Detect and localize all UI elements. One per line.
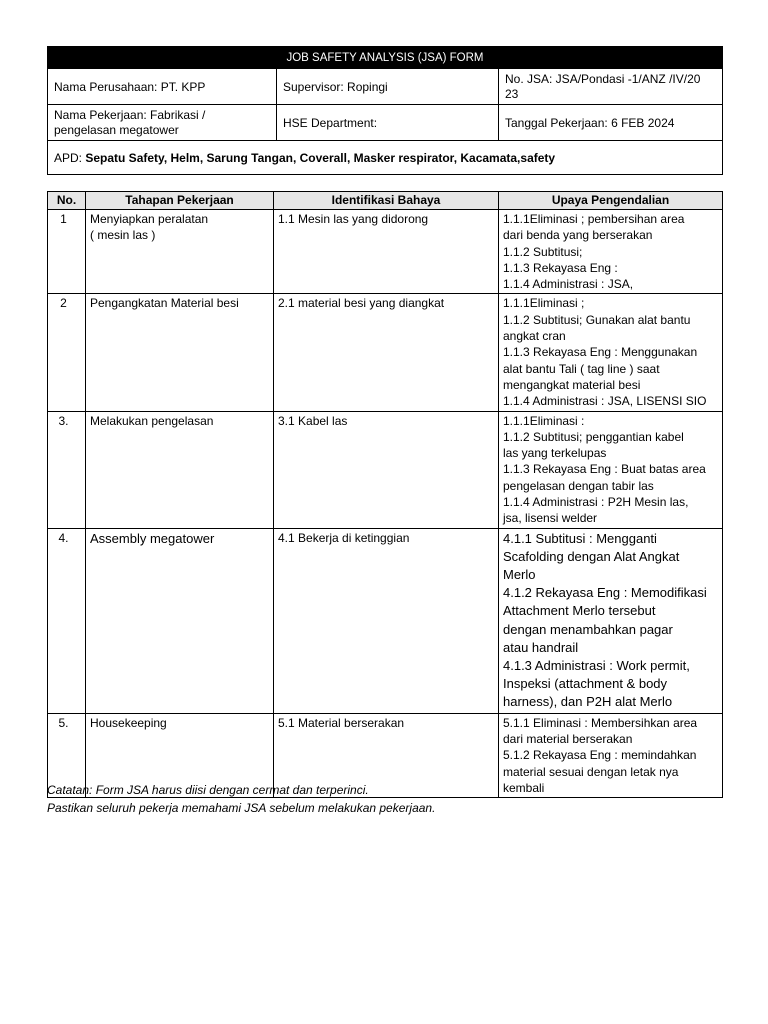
control-line: 5.1.1 Eliminasi : Membersihkan area	[503, 715, 698, 730]
control-line: Merlo	[503, 567, 536, 583]
jsa-number-line1: No. JSA: JSA/Pondasi -1/ANZ /IV/20	[505, 72, 701, 86]
job-name-field	[48, 105, 277, 141]
row-step	[86, 210, 274, 294]
header-no: No.	[48, 192, 86, 210]
jsa-number-field	[499, 69, 723, 105]
table-row	[48, 528, 723, 713]
step-line: ( mesin las )	[90, 228, 156, 243]
apd-value: Sepatu Safety, Helm, Sarung Tangan, Coverall, Masker respirator, Kacamata,safety	[85, 150, 556, 165]
table-row	[48, 411, 723, 528]
control-line: Scafolding dengan Alat Angkat	[503, 548, 680, 564]
apd-field	[48, 141, 723, 175]
control-line: alat bantu Tali ( tag line ) saat	[503, 361, 660, 376]
control-line: mengangkat material besi	[503, 377, 641, 392]
row-hazard: 1.1 Mesin las yang didorong	[274, 210, 499, 294]
row-control	[499, 528, 723, 713]
control-line: 1.1.3 Rekayasa Eng : Menggunakan	[503, 345, 698, 360]
control-line: 4.1.1 Subtitusi : Mengganti	[503, 530, 657, 546]
row-control	[499, 294, 723, 411]
form-header-table	[47, 46, 723, 175]
hse-department-field: HSE Department:	[277, 105, 499, 141]
supervisor-field: Supervisor: Ropingi	[277, 69, 499, 105]
job-name-line2: pengelasan megatower	[54, 123, 179, 137]
apd-label: APD:	[54, 150, 86, 165]
job-date-field: Tanggal Pekerjaan: 6 FEB 2024	[499, 105, 723, 141]
jsa-number-line2: 23	[505, 87, 519, 101]
form-title: JOB SAFETY ANALYSIS (JSA) FORM	[48, 47, 723, 69]
row-hazard: 5.1 Material berserakan	[274, 713, 499, 797]
note-line-2: Pastikan seluruh pekerja memahami JSA sebelum melakukan pekerjaan.	[47, 801, 436, 815]
control-line: las yang terkelupas	[503, 446, 607, 461]
control-line: 1.1.4 Administrasi : JSA,	[503, 277, 634, 292]
company-field: Nama Perusahaan: PT. KPP	[48, 69, 277, 105]
row-hazard: 2.1 material besi yang diangkat	[274, 294, 499, 411]
table-row	[48, 294, 723, 411]
row-number: 4.	[48, 528, 86, 713]
row-control	[499, 411, 723, 528]
row-number: 2	[48, 294, 86, 411]
row-number: 5.	[48, 713, 86, 797]
step-line: Menyiapkan peralatan	[90, 212, 209, 226]
control-line: jsa, lisensi welder	[503, 511, 598, 526]
row-step	[86, 411, 274, 528]
step-line: Assembly megatower	[90, 530, 215, 546]
row-number: 1	[48, 210, 86, 294]
step-line: Housekeeping	[90, 715, 167, 730]
control-line: dari material berserakan	[503, 731, 633, 746]
control-line: 1.1.2 Subtitusi;	[503, 244, 583, 259]
control-line: 1.1.1Eliminasi :	[503, 413, 585, 428]
control-line: 5.1.2 Rekayasa Eng : memindahkan	[503, 748, 697, 763]
control-line: 1.1.4 Administrasi : P2H Mesin las,	[503, 495, 689, 510]
control-line: 4.1.3 Administrasi : Work permit,	[503, 658, 690, 674]
control-line: 4.1.2 Rekayasa Eng : Memodifikasi	[503, 585, 707, 601]
control-line: Inspeksi (attachment & body	[503, 676, 668, 692]
control-line: 1.1.4 Administrasi : JSA, LISENSI SIO	[503, 394, 707, 409]
control-line: angkat cran	[503, 329, 566, 344]
row-step	[86, 528, 274, 713]
row-hazard: 3.1 Kabel las	[274, 411, 499, 528]
control-line: 1.1.3 Rekayasa Eng :	[503, 260, 618, 275]
table-row	[48, 210, 723, 294]
row-control	[499, 210, 723, 294]
control-line: pengelasan dengan tabir las	[503, 478, 654, 493]
notes	[47, 781, 435, 817]
jsa-table	[47, 191, 723, 798]
control-line: atau handrail	[503, 639, 579, 655]
table-header-row	[48, 192, 723, 210]
control-line: material sesuai dengan letak nya	[503, 764, 679, 779]
row-step	[86, 294, 274, 411]
control-line: Attachment Merlo tersebut	[503, 603, 656, 619]
step-line: Melakukan pengelasan	[90, 413, 214, 428]
control-line: harness), dan P2H alat Merlo	[503, 694, 673, 710]
row-control	[499, 713, 723, 797]
header-control: Upaya Pengendalian	[499, 192, 723, 210]
control-line: 1.1.1Eliminasi ;	[503, 296, 585, 311]
row-number: 3.	[48, 411, 86, 528]
job-name-line1: Nama Pekerjaan: Fabrikasi /	[54, 108, 206, 122]
header-step: Tahapan Pekerjaan	[86, 192, 274, 210]
note-line-1: Catatan: Form JSA harus diisi dengan cermat dan terperinci.	[47, 783, 369, 797]
control-line: dengan menambahkan pagar	[503, 621, 673, 637]
control-line: dari benda yang berserakan	[503, 228, 653, 243]
control-line: 1.1.1Eliminasi ; pembersihan area	[503, 212, 685, 226]
header-hazard: Identifikasi Bahaya	[274, 192, 499, 210]
step-line: Pengangkatan Material besi	[90, 296, 239, 311]
row-hazard: 4.1 Bekerja di ketinggian	[274, 528, 499, 713]
control-line: 1.1.2 Subtitusi; Gunakan alat bantu	[503, 312, 691, 327]
control-line: kembali	[503, 780, 545, 795]
control-line: 1.1.3 Rekayasa Eng : Buat batas area	[503, 462, 706, 477]
control-line: 1.1.2 Subtitusi; penggantian kabel	[503, 429, 684, 444]
